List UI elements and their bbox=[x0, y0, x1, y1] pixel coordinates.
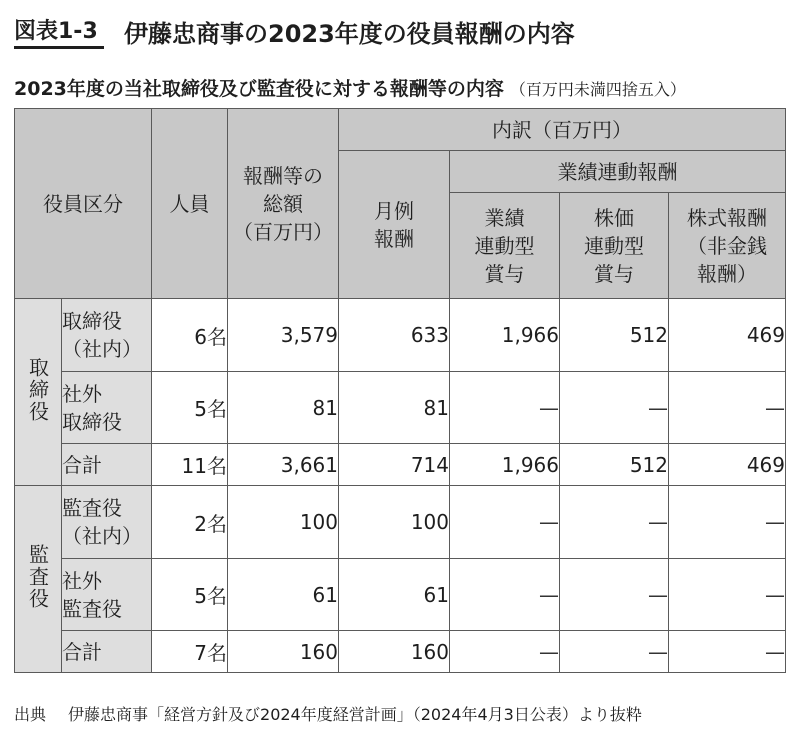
header-monthly-line: 月例 bbox=[374, 198, 414, 223]
header-perf-bonus-line: 賞与 bbox=[484, 261, 525, 286]
group-label: 監査役 bbox=[25, 543, 50, 610]
group-label-cell bbox=[15, 299, 62, 486]
cell-monthly: 61 bbox=[339, 559, 450, 631]
header-stock-bonus-line: 株価 bbox=[594, 205, 634, 230]
cell-monthly: 633 bbox=[339, 299, 450, 372]
header-monthly-line: 報酬 bbox=[374, 226, 414, 251]
cell-total: 81 bbox=[228, 372, 339, 444]
header-stock-bonus-line: 賞与 bbox=[594, 261, 634, 286]
figure-title: 伊藤忠商事の2023年度の役員報酬の内容 bbox=[124, 20, 575, 48]
header-stock-bonus bbox=[560, 193, 669, 299]
cell-total: 3,661 bbox=[228, 444, 339, 486]
row-label-line: （社内） bbox=[62, 524, 142, 548]
unit-note: （百万円未満四捨五入） bbox=[509, 80, 686, 99]
cell-perf-bonus: — bbox=[450, 559, 560, 631]
header-total bbox=[228, 109, 339, 299]
row-label-line: 合計 bbox=[62, 452, 102, 477]
cell-perf-bonus: 1,966 bbox=[450, 444, 560, 486]
cell-stock-comp: 469 bbox=[669, 444, 786, 486]
header-row-1 bbox=[15, 109, 786, 151]
header-stock-bonus-line: 連動型 bbox=[584, 233, 644, 258]
header-total-line: 報酬等の bbox=[243, 163, 323, 188]
row-label-line: 社外 bbox=[62, 381, 102, 406]
cell-stock-bonus: — bbox=[560, 372, 669, 444]
cell-headcount: 2名 bbox=[152, 486, 228, 559]
figure-label-underline bbox=[14, 46, 104, 49]
cell-stock-bonus: 512 bbox=[560, 299, 669, 372]
cell-stock-comp: — bbox=[669, 486, 786, 559]
cell-total: 3,579 bbox=[228, 299, 339, 372]
row-label-line: 取締役 bbox=[62, 409, 122, 434]
header-monthly bbox=[339, 151, 450, 299]
cell-total: 160 bbox=[228, 631, 339, 673]
row-label bbox=[62, 631, 152, 673]
cell-total: 61 bbox=[228, 559, 339, 631]
cell-stock-bonus: — bbox=[560, 631, 669, 673]
table-row bbox=[15, 559, 786, 631]
table-row bbox=[15, 444, 786, 486]
header-perf-bonus bbox=[450, 193, 560, 299]
header-stock-comp-line: 株式報酬 bbox=[687, 205, 767, 230]
table-subtitle-row bbox=[14, 74, 786, 102]
table-row bbox=[15, 486, 786, 559]
cell-headcount: 11名 bbox=[152, 444, 228, 486]
cell-headcount: 7名 bbox=[152, 631, 228, 673]
cell-stock-comp: 469 bbox=[669, 299, 786, 372]
row-label-line: （社内） bbox=[62, 337, 142, 361]
cell-stock-comp: — bbox=[669, 372, 786, 444]
header-perf-bonus-line: 業績 bbox=[484, 205, 525, 230]
figure-label: 図表1-3 bbox=[14, 19, 98, 44]
row-label-line: 合計 bbox=[62, 639, 102, 664]
row-label-line: 社外 bbox=[62, 568, 102, 593]
row-label-line: 監査役 bbox=[62, 496, 122, 520]
cell-headcount: 6名 bbox=[152, 299, 228, 372]
cell-monthly: 81 bbox=[339, 372, 450, 444]
row-label-line: 取締役 bbox=[62, 309, 122, 333]
table-row bbox=[15, 631, 786, 673]
table-subtitle: 2023年度の当社取締役及び監査役に対する報酬等の内容 bbox=[14, 78, 504, 100]
source-note bbox=[14, 702, 642, 725]
table-row bbox=[15, 372, 786, 444]
header-total-line: 総額 bbox=[263, 191, 303, 216]
cell-headcount: 5名 bbox=[152, 559, 228, 631]
cell-stock-bonus: — bbox=[560, 486, 669, 559]
row-label bbox=[62, 372, 152, 444]
source-text: 伊藤忠商事「経営方針及び2024年度経営計画」（2024年4月3日公表）より抜粋 bbox=[68, 705, 642, 724]
header-perf-bonus-line: 連動型 bbox=[474, 233, 535, 258]
header-stock-comp bbox=[669, 193, 786, 299]
cell-stock-bonus: — bbox=[560, 559, 669, 631]
header-performance-linked: 業績連動報酬 bbox=[450, 151, 786, 193]
row-label bbox=[62, 299, 152, 372]
cell-perf-bonus: — bbox=[450, 486, 560, 559]
header-total-line: （百万円） bbox=[233, 219, 333, 244]
figure-header bbox=[14, 10, 786, 48]
header-stock-comp-line: （非金銭 bbox=[687, 233, 767, 258]
cell-stock-bonus: 512 bbox=[560, 444, 669, 486]
cell-perf-bonus: — bbox=[450, 372, 560, 444]
group-label: 取締役 bbox=[25, 356, 50, 423]
source-label: 出典 bbox=[14, 705, 47, 724]
cell-monthly: 714 bbox=[339, 444, 450, 486]
cell-perf-bonus: 1,966 bbox=[450, 299, 560, 372]
header-category: 役員区分 bbox=[15, 109, 152, 299]
cell-monthly: 160 bbox=[339, 631, 450, 673]
header-headcount: 人員 bbox=[152, 109, 228, 299]
row-label bbox=[62, 444, 152, 486]
cell-total: 100 bbox=[228, 486, 339, 559]
row-label bbox=[62, 559, 152, 631]
row-label-line: 監査役 bbox=[62, 596, 122, 621]
compensation-table-body bbox=[15, 109, 786, 673]
cell-stock-comp: — bbox=[669, 559, 786, 631]
cell-headcount: 5名 bbox=[152, 372, 228, 444]
header-breakdown: 内訳（百万円） bbox=[339, 109, 786, 151]
compensation-table bbox=[14, 108, 786, 673]
row-label bbox=[62, 486, 152, 559]
group-label-cell bbox=[15, 486, 62, 673]
header-stock-comp-line: 報酬） bbox=[697, 261, 757, 286]
table-row bbox=[15, 299, 786, 372]
cell-stock-comp: — bbox=[669, 631, 786, 673]
cell-monthly: 100 bbox=[339, 486, 450, 559]
cell-perf-bonus: — bbox=[450, 631, 560, 673]
